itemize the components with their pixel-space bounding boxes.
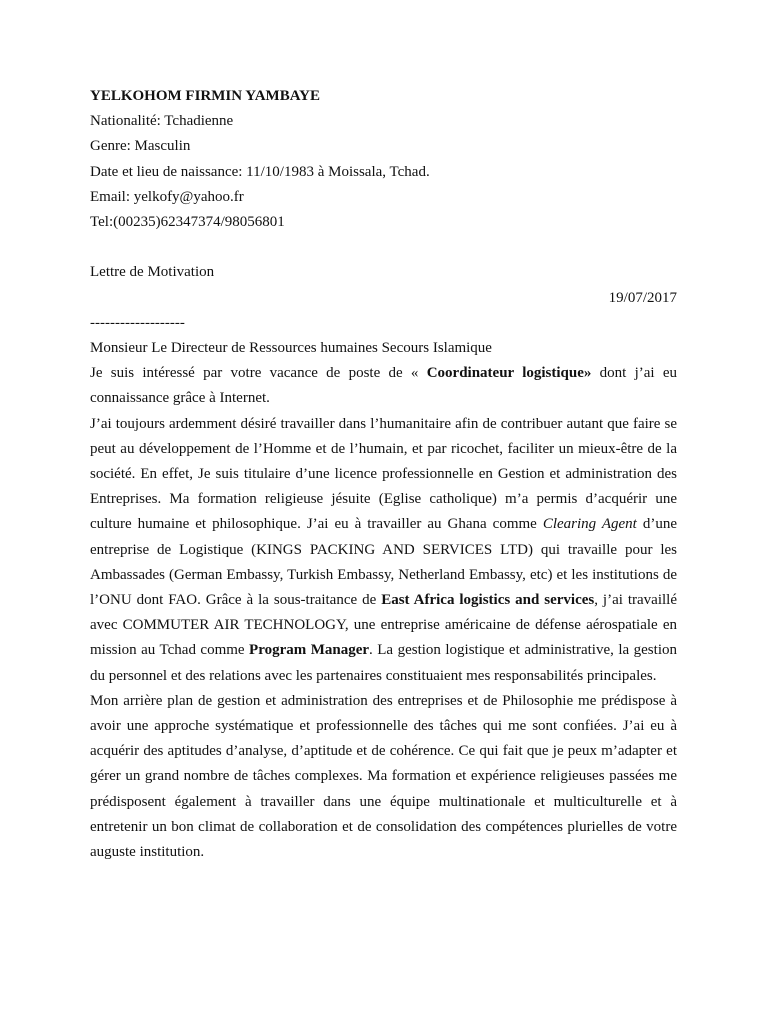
p2-east-africa: East Africa logistics and services [381, 592, 595, 609]
paragraph-1 [90, 361, 677, 411]
spacer [90, 235, 677, 260]
paragraph-3: Mon arrière plan de gestion et administration des entreprises et de Philosophie me prédispose à avoir une approche systématique et professionnelle des tâches qui me sont confiées. J’ai eu à acquérir des aptitudes d’analyse, d’aptitude et de cohérence. Ce qui fait que je peux m’adapter et gérer un grand nombre de tâches complexes. Ma formation et expérience religieuses passées me prédisposent également à travailler dans une équipe multinationale et multiculturelle et à entretenir un bon climat de collaboration et de consolidation des compétences plurielles de votre auguste institution. [90, 692, 677, 861]
paragraph-2 [90, 412, 677, 689]
letter-title: Lettre de Motivation [90, 264, 215, 281]
p2-text-a: J’ai toujours ardemment désiré travailler dans l’humanitaire afin de contribuer autant que faire se peut au développement de l’Homme et de l’humain, et par ricochet, faciliter un mieux-être de la société. En effet, Je suis titulaire d’une licence professionnelle en Gestion et administration des Entreprises. Ma formation religieuse jésuite (Eglise catholique) m’a permis d’acquérir une culture humaine et philosophique. J’ai eu à travailler au Ghana comme [90, 415, 677, 533]
applicant-name: YELKOHOM FIRMIN YAMBAYE [90, 88, 321, 104]
letter-page [90, 84, 677, 865]
p2-text-c: d’une entreprise de Logistique (KINGS PACKING AND SERVICES LTD) qui travaille pour les Ambassades (German Embassy, Turkish Embassy, Netherland Embassy, etc) et les institutions de l’ONU dont FAO. Grâce à la sous-traitance de [90, 516, 678, 609]
p1-position: Coordinateur logistique» [426, 365, 592, 382]
gender: Genre: Masculin [90, 138, 191, 155]
p1-text-a: Je suis intéressé par votre vacance de poste de « [90, 365, 427, 382]
birth-info: Date et lieu de naissance: 11/10/1983 à Moissala, Tchad. [90, 163, 430, 180]
email: Email: yelkofy@yahoo.fr [90, 188, 244, 205]
p2-program-manager: Program Manager [249, 642, 370, 659]
p1-text-c: dont j’ai eu connaissance grâce à Internet. [90, 365, 677, 407]
nationality: Nationalité: Tchadienne [90, 113, 234, 130]
separator: ------------------- [90, 314, 185, 331]
p2-text-e: , j’ai travaillé avec COMMUTER AIR TECHNOLOGY, une entreprise américaine de défense aérospatiale en mission au Tchad comme [90, 592, 677, 659]
recipient: Monsieur Le Directeur de Ressources humaines Secours Islamique [90, 340, 492, 357]
p2-text-g: . La gestion logistique et administrative, la gestion du personnel et des relations avec les partenaires constituaient mes responsabilités principales. [90, 642, 677, 684]
letter-date: 19/07/2017 [608, 289, 677, 306]
telephone: Tel:(00235)62347374/98056801 [90, 214, 285, 231]
p2-clearing-agent: Clearing Agent [542, 516, 637, 533]
